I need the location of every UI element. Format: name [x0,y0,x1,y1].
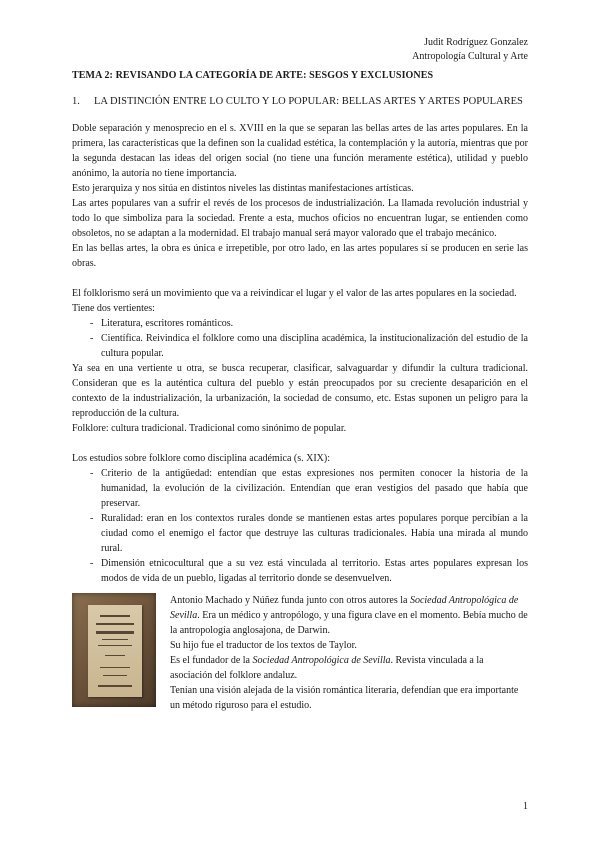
page-header [412,36,528,64]
paragraph: Los estudios sobre folklore como disciplina académica (s. XIX): [72,453,330,464]
paragraph: En las bellas artes, la obra es única e irrepetible, por otro lado, en las artes populares sí se producen en serie las obras. [72,243,528,269]
paragraph: Ya sea en una vertiente u otra, se busca recuperar, clasificar, salvaguardar y difundir la cultura tradicional. Consideran que es la auténtica cultura del pueblo y están preocupados por su creciente desaparición en el contexto de la industrialización, la urbanización, la sociedad de consumo, etc. Estas suponen un peligro para la reproducción de la cultura. [72,363,528,419]
machado-block [72,593,528,713]
paragraph: Tiene dos vertientes: [72,303,155,314]
course-name: Antropología Cultural y Arte [412,51,528,62]
paragraph: Folklore: cultura tradicional. Tradicional como sinónimo de popular. [72,423,347,434]
paragraph: Esto jerarquiza y nos sitúa en distintos niveles las distintas manifestaciones artísticas. [72,183,414,194]
paragraph: Su hijo fue el traductor de los textos de Taylor. [170,640,357,651]
topic-title: TEMA 2: REVISANDO LA CATEGORÍA DE ARTE: SESGOS Y EXCLUSIONES [72,70,434,81]
list-item: - Dimensión etnicocultural que a su vez está vinculada al territorio. Estas artes populares expresan los modos de vida de un pueblo, ligadas al territorio donde se desenvuelven. [72,556,528,586]
paragraph: Las artes populares van a sufrir el revés de los procesos de industrialización. La llamada revolución industrial y todo lo que simboliza para la sociedad. Frente a esta, muchos oficios no encuentran lugar, se entienden como obsoletos, no se adaptan a la modernidad. El trabajo manual será mayor valorado que el trabajo mecánico. [72,198,528,239]
section-heading [72,95,528,109]
list-item: - Literatura, escritores románticos. [72,316,528,331]
list-item: - Criterio de la antigüedad: entendían que estas expresiones nos permiten conocer la historia de la humanidad, la evolución de la civilización. Entendían que eran vestigios del pasado que había que preservar. [72,466,528,511]
section-number: 1. [72,96,80,107]
paragraph: Doble separación y menosprecio en el s. XVIII en la que se separan las bellas artes de las artes populares. En la primera, las características que la definen son la cualidad estética, la contemplación y la autoría, mientras que por la segunda destacan las ideas del origen social (no tiene una función meramente estética), utilidad y pueblo anónimo, la autoría no tiene importancia. [72,123,528,179]
page-number: 1 [523,801,528,812]
book-cover-image [72,593,156,707]
author-name: Judit Rodríguez Gonzalez [424,37,528,48]
section-title: LA DISTINCIÓN ENTRE LO CULTO Y LO POPULAR: BELLAS ARTES Y ARTES POPULARES [94,96,523,107]
paragraph: Es el fundador de la Sociedad Antropológica de Sevilla. Revista vinculada a la asociación del folklore andaluz. [170,655,484,681]
vertientes-list [72,316,528,361]
criterios-list [72,466,528,586]
list-item: - Científica. Reivindica el folklore como una disciplina académica, la institucionalización del estudio de la cultura popular. [72,331,528,361]
paragraph: Antonio Machado y Núñez funda junto con otros autores la Sociedad Antropológica de Sevilla. Era un médico y antropólogo, y una figura clave en el momento. Bebía mucho de la antropología anglosajona, de Darwin. [170,595,528,636]
paragraph: Tenían una visión alejada de la visión romántica literaria, defendían que era importante un método riguroso para el estudio. [170,685,519,711]
paragraph: El folklorismo será un movimiento que va a reivindicar el lugar y el valor de las artes populares en la sociedad. [72,288,517,299]
page-content [72,68,528,713]
list-item: - Ruralidad: eran en los contextos rurales donde se mantienen estas artes populares porque percibían a la ciudad como el enemigo el factor que destruye las culturas tradicionales. Había una mirada al mundo rural. [72,511,528,556]
machado-text [170,593,528,713]
